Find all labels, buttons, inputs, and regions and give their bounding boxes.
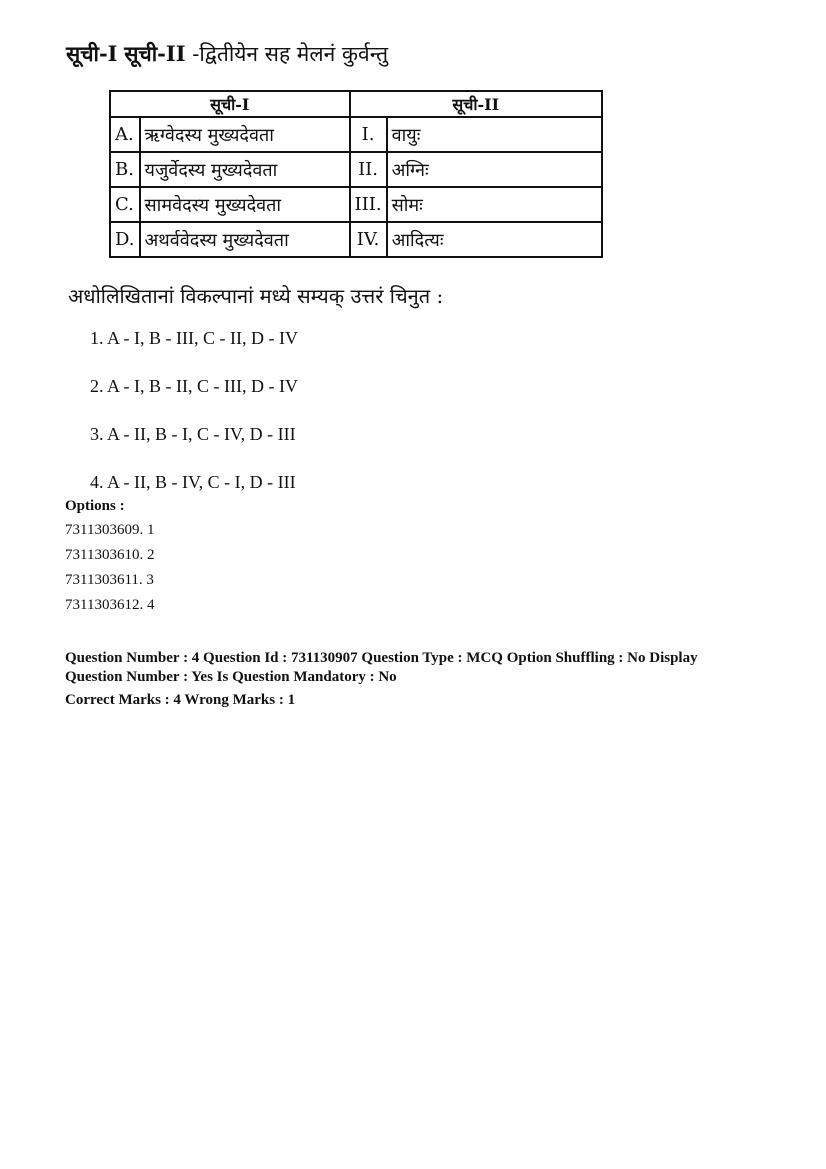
row-roman: IV. xyxy=(350,222,387,257)
option-id-3: 7311303611. 3 xyxy=(65,572,154,588)
row-letter: A. xyxy=(110,117,140,152)
row-roman: I. xyxy=(350,117,387,152)
option-id-1: 7311303609. 1 xyxy=(65,522,155,538)
row-letter: C. xyxy=(110,187,140,222)
question-title xyxy=(66,40,388,68)
answer-option-1: 1. A - I, B - III, C - II, D - IV xyxy=(90,328,298,348)
row-item: ऋग्वेदस्य मुख्यदेवता xyxy=(140,117,350,152)
row-item: अथर्ववेदस्य मुख्यदेवता xyxy=(140,222,350,257)
match-table xyxy=(109,90,603,258)
option-id-2: 7311303610. 2 xyxy=(65,547,155,563)
options-label: Options : xyxy=(65,498,125,514)
table-row xyxy=(110,152,602,187)
row-item: यजुर्वेदस्य मुख्यदेवता xyxy=(140,152,350,187)
table-header-row xyxy=(110,91,602,117)
list2-label: सूची-II xyxy=(124,41,186,66)
table-row xyxy=(110,117,602,152)
row-letter: B. xyxy=(110,152,140,187)
list1-label: सूची-I xyxy=(66,41,118,66)
row-roman: II. xyxy=(350,152,387,187)
choose-instruction: अधोलिखितानां विकल्पानां मध्ये सम्यक् उत्तरं चिनुत : xyxy=(68,284,444,308)
table-row xyxy=(110,187,602,222)
row-match: अग्निः xyxy=(387,152,602,187)
meta-line-3: Correct Marks : 4 Wrong Marks : 1 xyxy=(65,692,296,708)
row-item: सामवेदस्य मुख्यदेवता xyxy=(140,187,350,222)
row-match: सोमः xyxy=(387,187,602,222)
meta-line-2: Question Number : Yes Is Question Mandatory : No xyxy=(65,669,397,685)
table-header-left: सूची-I xyxy=(110,91,350,117)
meta-line-1: Question Number : 4 Question Id : 731130907 Question Type : MCQ Option Shuffling : No Display xyxy=(65,650,698,666)
instruction-suffix: -द्वितीयेन सह मेलनं कुर्वन्तु xyxy=(192,42,389,66)
answer-option-2: 2. A - I, B - II, C - III, D - IV xyxy=(90,376,298,396)
table-header-right: सूची-II xyxy=(350,91,602,117)
answer-option-4: 4. A - II, B - IV, C - I, D - III xyxy=(90,472,296,492)
row-match: वायुः xyxy=(387,117,602,152)
row-roman: III. xyxy=(350,187,387,222)
row-match: आदित्यः xyxy=(387,222,602,257)
option-id-4: 7311303612. 4 xyxy=(65,597,155,613)
answer-option-3: 3. A - II, B - I, C - IV, D - III xyxy=(90,424,296,444)
row-letter: D. xyxy=(110,222,140,257)
table-row xyxy=(110,222,602,257)
